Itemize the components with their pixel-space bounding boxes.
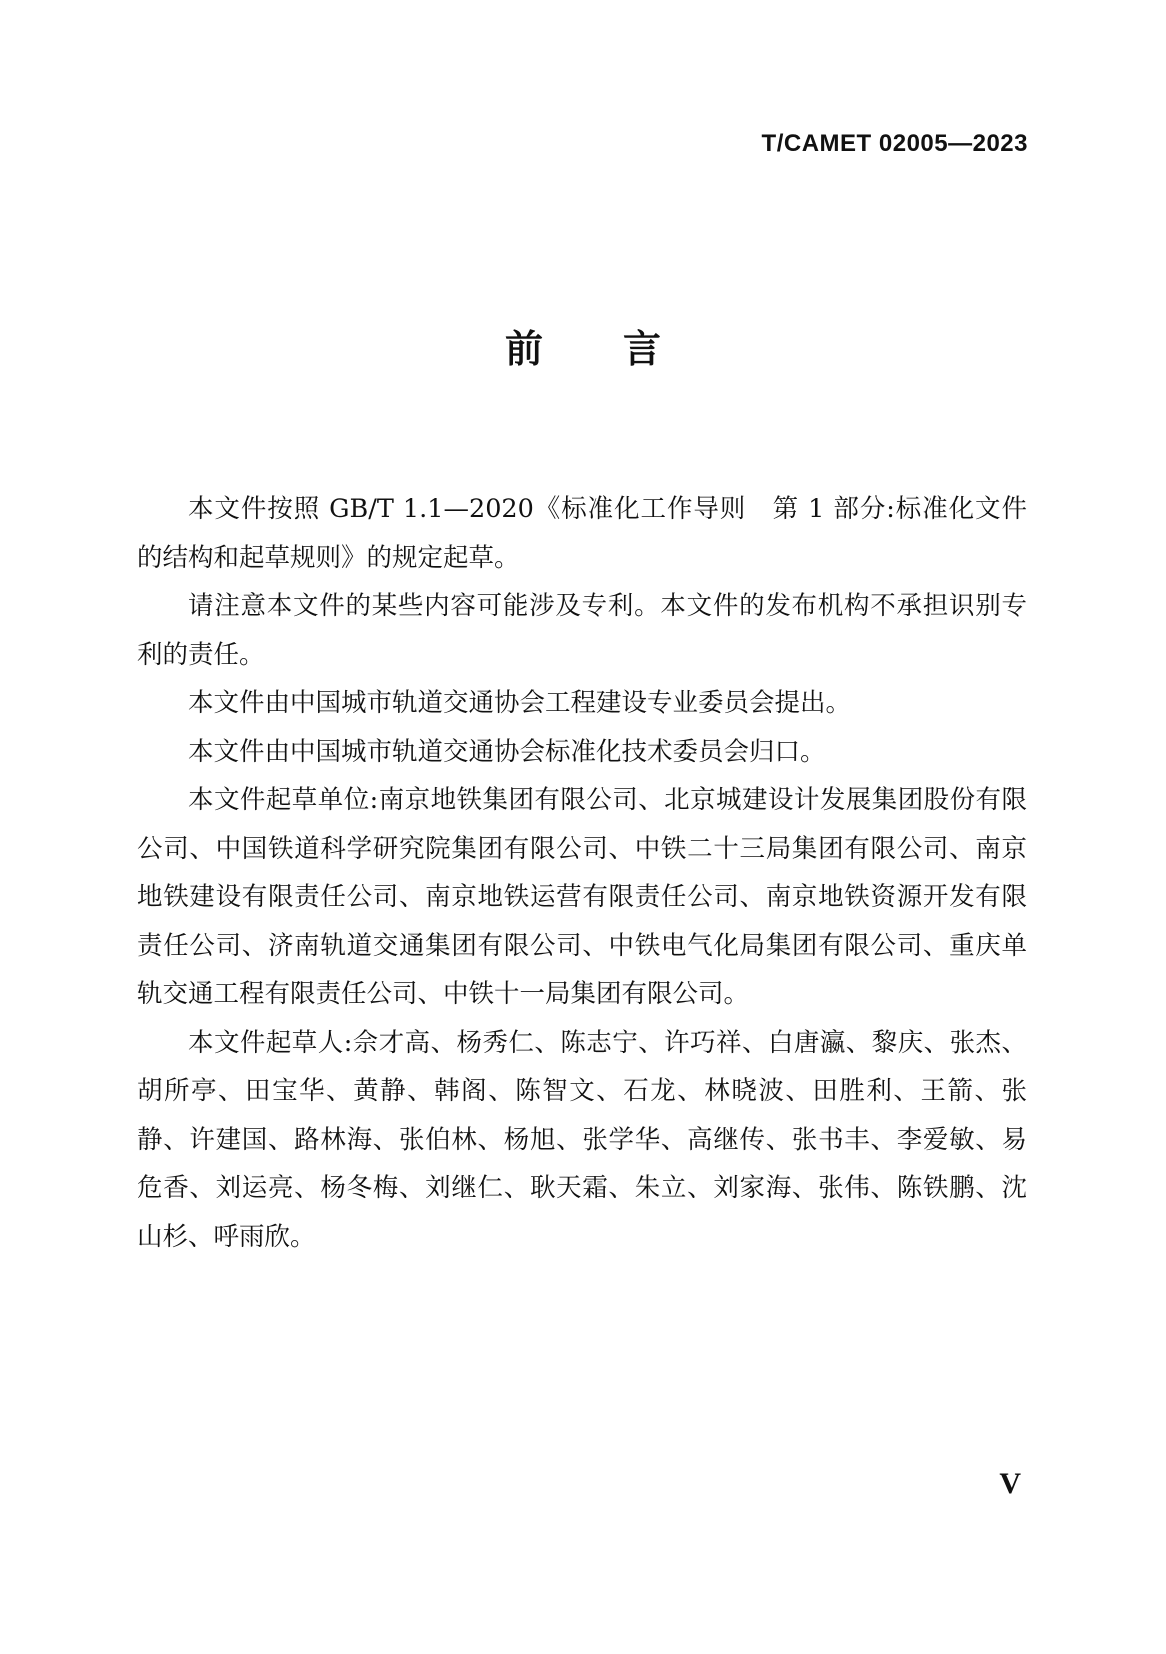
document-code: T/CAMET 02005—2023 — [761, 130, 1028, 157]
paragraph-centralized-unit: 本文件由中国城市轨道交通协会标准化技术委员会归口。 — [188, 736, 826, 767]
page-title: 前言 — [504, 327, 741, 371]
paragraph-drafting-units: 本文件起草单位:南京地铁集团有限公司、北京城建设计发展集团股份有限公司、中国铁道科学研究院集团有限公司、中铁二十三局集团有限公司、南京地铁建设有限责任公司、南京地铁运营有限责任公司、南京地铁资源开发有限责任公司、济南轨道交通集团有限公司、中铁电气化局集团有限公司、重庆单轨交通工程有限责任公司、中铁十一局集团有限公司。 — [137, 785, 1027, 1009]
paragraph-drafting-rules: 本文件按照 GB/T 1.1—2020《标准化工作导则 第 1 部分:标准化文件的结构和起草规则》的规定起草。 — [137, 494, 1027, 573]
body-text — [137, 485, 1027, 1261]
paragraph-patent-notice: 请注意本文件的某些内容可能涉及专利。本文件的发布机构不承担识别专利的责任。 — [137, 591, 1027, 670]
page-number: V — [999, 1467, 1021, 1500]
paragraph-drafters: 本文件起草人:佘才高、杨秀仁、陈志宁、许巧祥、白唐瀛、黎庆、张杰、胡所亭、田宝华、黄静、韩阁、陈智文、石龙、林晓波、田胜利、王箭、张静、许建国、路林海、张伯林、杨旭、张学华、高继传、张书丰、李爱敏、易危香、刘运亮、杨冬梅、刘继仁、耿天霜、朱立、刘家海、张伟、陈铁鹏、沈山杉、呼雨欣。 — [137, 1027, 1027, 1252]
paragraph-proposer: 本文件由中国城市轨道交通协会工程建设专业委员会提出。 — [188, 688, 852, 718]
